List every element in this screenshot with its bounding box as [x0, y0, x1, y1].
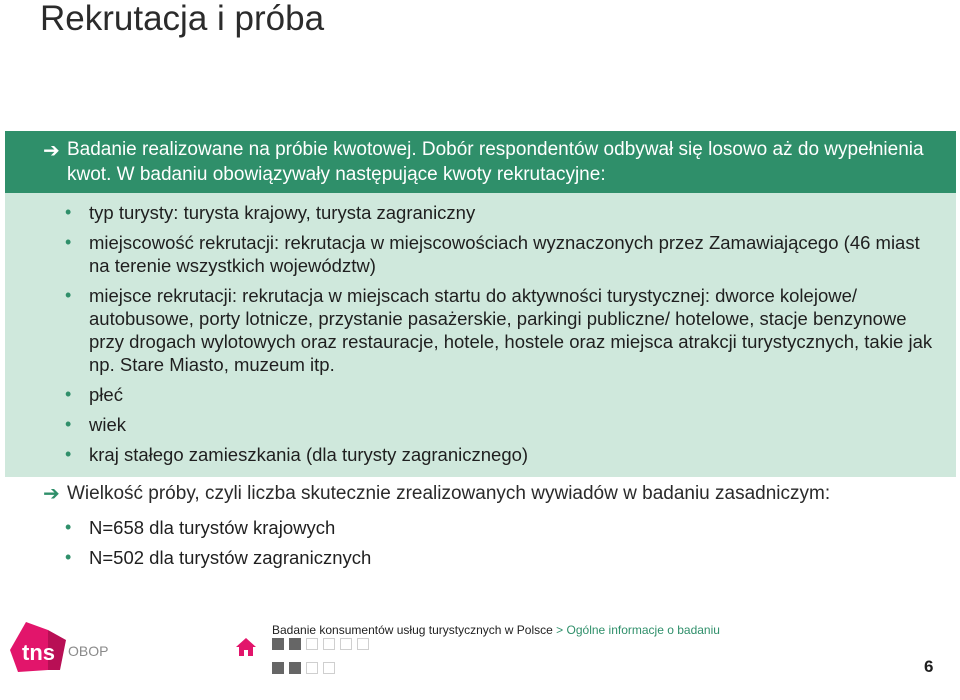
nav-square	[272, 638, 284, 650]
footer-breadcrumb	[272, 623, 720, 637]
section-sample-size	[5, 477, 956, 580]
home-icon[interactable]	[235, 637, 257, 657]
bullet-icon: •	[65, 444, 72, 464]
sample-list	[5, 508, 956, 580]
quota-list	[5, 193, 956, 479]
heading-text: Badanie realizowane na próbie kwotowej. Dobór respondentów odbywał się losowo aż do wypełnienia kwot. W badaniu obowiązywały następujące kwoty rekrutacyjne:	[67, 139, 924, 185]
list-item: • miejscowość rekrutacji: rekrutacja w miejscowościach wyznaczonych przez Zamawiającego (46 miast na terenie wszystkich województw)	[65, 232, 920, 276]
bullet-icon: •	[65, 384, 72, 404]
logo-subtext: OBOP	[68, 643, 109, 659]
nav-square	[323, 638, 335, 650]
nav-square	[272, 662, 284, 674]
nav-square	[357, 638, 369, 650]
nav-square	[289, 638, 301, 650]
bullet-icon: •	[65, 232, 72, 252]
bullet-icon: •	[65, 547, 72, 567]
nav-square	[323, 662, 335, 674]
list-item: • typ turysty: turysta krajowy, turysta zagraniczny	[65, 202, 476, 223]
nav-squares-bottom	[272, 662, 335, 674]
nav-square	[289, 662, 301, 674]
list-item: • kraj stałego zamieszkania (dla turysty zagranicznego)	[65, 444, 529, 465]
heading-text: Wielkość próby, czyli liczba skutecznie zrealizowanych wywiadów w badaniu zasadniczym:	[67, 483, 831, 504]
list-item: • płeć	[65, 384, 123, 405]
bullet-icon: •	[65, 202, 72, 222]
breadcrumb-separator: >	[556, 623, 564, 637]
arrow-right-icon: ➔	[43, 140, 60, 162]
report-title: Badanie konsumentów usług turystycznych w Polsce	[272, 623, 553, 637]
bullet-icon: •	[65, 517, 72, 537]
nav-squares-top	[272, 638, 369, 650]
tns-obop-logo	[8, 620, 118, 675]
page-title: Rekrutacja i próba	[40, 0, 325, 38]
section-recruitment	[5, 131, 956, 479]
list-item: • wiek	[65, 414, 127, 435]
list-item: • N=502 dla turystów zagranicznych	[65, 547, 372, 568]
list-item: • miejsce rekrutacji: rekrutacja w miejscach startu do aktywności turystycznej: dworce kolejowe/ autobusowe, porty lotnicze, przystanie pasażerskie, parkingi publiczne/ hotelowe, stacje benzynowe przy drogach wylotowych oraz restauracje, hotele, hostele oraz miejsca atrakcji turystycznych, takie jak np. Stare Miasto, muzeum itp.	[65, 285, 933, 375]
arrow-right-icon: ➔	[43, 483, 60, 505]
list-item: • N=658 dla turystów krajowych	[65, 517, 336, 538]
logo-text: tns	[22, 640, 55, 665]
section-recruitment-heading	[5, 131, 956, 193]
bullet-icon: •	[65, 285, 72, 305]
section-subtitle: Ogólne informacje o badaniu	[566, 623, 720, 637]
bullet-icon: •	[65, 414, 72, 434]
section-sample-size-heading	[5, 477, 956, 508]
page-number: 6	[924, 657, 934, 676]
nav-square	[306, 662, 318, 674]
nav-square	[306, 638, 318, 650]
nav-square	[340, 638, 352, 650]
